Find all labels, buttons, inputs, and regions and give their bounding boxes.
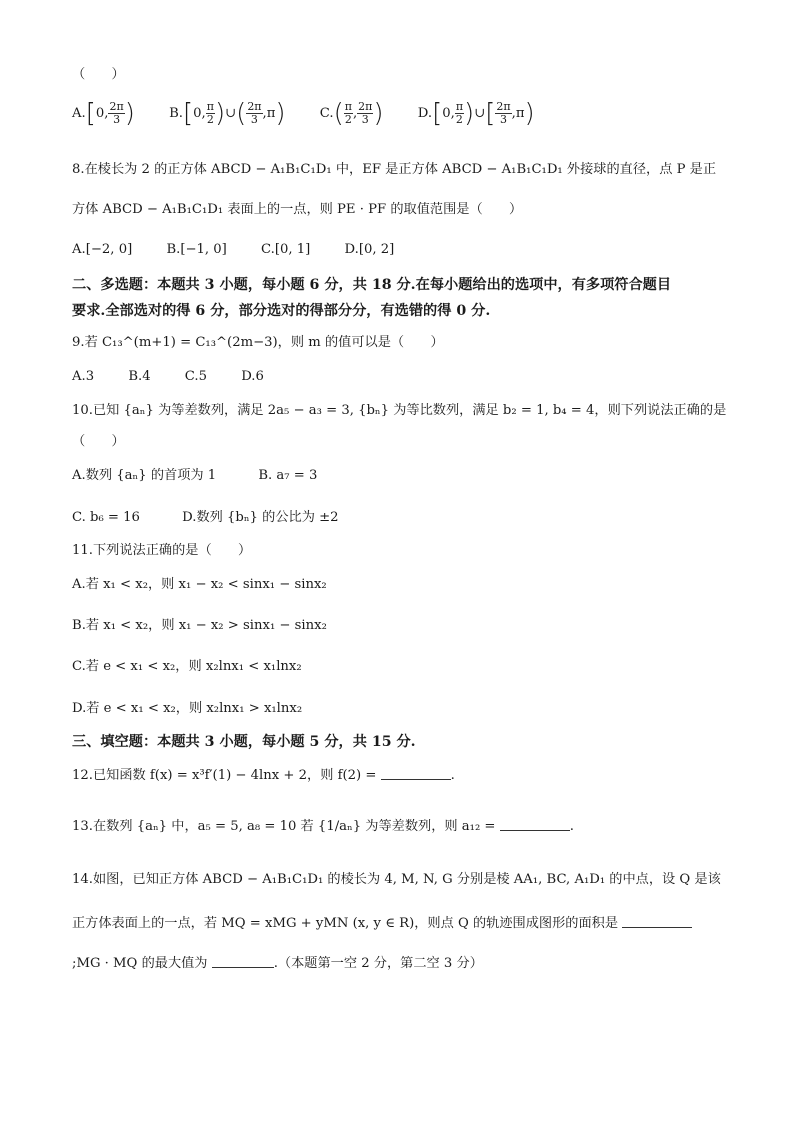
q10-option-c: C. b₆ = 16	[72, 510, 140, 525]
q8-option-d: D.[0, 2]	[344, 242, 395, 257]
q7-paren: （ ）	[72, 67, 125, 82]
q14-line2: 正方体表面上的一点，若 MQ = xMG + yMN (x, y ∈ R)，则点 Q 的轨迹围成图形的面积是	[72, 916, 619, 931]
q14-line3-row	[72, 957, 483, 970]
q13-answer-blank[interactable]	[500, 820, 570, 831]
q14-line1: 14.如图，已知正方体 ABCD − A₁B₁C₁D₁ 的棱长为 4, M, N, G 分别是棱 AA₁, BC, A₁D₁ 的中点，设 Q 是该	[72, 872, 721, 887]
q10-option-d: D.数列 {bₙ} 的公比为 ±2	[182, 510, 339, 525]
q11-stem: 11.下列说法正确的是（ ）	[72, 543, 252, 558]
section3-title: 三、填空题：本题共 3 小题，每小题 5 分，共 15 分.	[72, 734, 416, 750]
q14-line2-row	[72, 917, 692, 930]
q12-answer-blank[interactable]	[381, 769, 451, 780]
q9-option-d: D.6	[241, 369, 264, 384]
q9-option-c: C.5	[184, 369, 207, 384]
q14-line3: ;MG · MQ 的最大值为	[72, 956, 208, 971]
q9-option-a: A.3	[72, 369, 95, 384]
q9-stem: 9.若 C₁₃^(m+1) = C₁₃^(2m−3)，则 m 的值可以是（ ）	[72, 335, 444, 350]
q13-stem: 13.在数列 {aₙ} 中，a₅ = 5, a₈ = 10 若 {1/aₙ} 为等差数列，则 a₁₂ =	[72, 819, 496, 834]
q10-line1: 10.已知 {aₙ} 为等差数列，满足 2a₅ − a₃ = 3, {bₙ} 为等比数列，满足 b₂ = 1, b₄ = 4，则下列说法正确的是	[72, 403, 727, 418]
q14-note: .（本题第一空 2 分，第二空 3 分）	[273, 956, 483, 971]
q10-option-a: A.数列 {aₙ} 的首项为 1	[72, 468, 217, 483]
section2-title-line1: 二、多选题：本题共 3 小题，每小题 6 分，共 18 分.在每小题给出的选项中，有多项符合题目	[72, 277, 672, 293]
q12-line	[72, 769, 455, 782]
q9-options	[72, 370, 294, 383]
q13-line	[72, 820, 574, 833]
q8-options	[72, 243, 424, 256]
q8-line2: 方体 ABCD − A₁B₁C₁D₁ 表面上的一点，则 PE · PF 的取值范围是（ ）	[72, 202, 523, 217]
q8-option-c: C.[0, 1]	[261, 242, 311, 257]
q12-tail: .	[450, 768, 455, 783]
q14-answer-blank-1[interactable]	[622, 917, 692, 928]
q7-option-c: C.( $\frac{\pi}{2}$ , $\frac{2\pi}{3}$ )	[319, 98, 384, 128]
q11-option-c: C.若 e < x₁ < x₂，则 x₂lnx₁ < x₁lnx₂	[72, 659, 302, 674]
q12-stem: 12.已知函数 f(x) = x³f′(1) − 4lnx + 2，则 f(2) =	[72, 768, 377, 783]
q7-options	[72, 100, 565, 126]
q7-option-a: A.[0, $\frac{2\pi}{3}$ )	[72, 98, 135, 128]
q7-option-b: B.[0, $\frac{\pi}{2}$ )∪( $\frac{2\pi}{3}$ ,π)	[169, 98, 286, 128]
q11-option-d: D.若 e < x₁ < x₂，则 x₂lnx₁ > x₁lnx₂	[72, 701, 303, 716]
q14-answer-blank-2[interactable]	[212, 957, 274, 968]
section2-title-line2: 要求.全部选对的得 6 分，部分选对的得部分分，有选错的得 0 分.	[72, 303, 491, 319]
q8-line1: 8.在棱长为 2 的正方体 ABCD − A₁B₁C₁D₁ 中，EF 是正方体 ABCD − A₁B₁C₁D₁ 外接球的直径，点 P 是正	[72, 162, 717, 177]
q8-option-b: B.[−1, 0]	[166, 242, 227, 257]
q7-option-d: D.[0, $\frac{\pi}{2}$ )∪[ $\frac{2\pi}{3}$ ,π)	[417, 98, 535, 128]
q8-option-a: A.[−2, 0]	[72, 242, 133, 257]
q13-tail: .	[569, 819, 574, 834]
q9-option-b: B.4	[128, 369, 151, 384]
q10-options-ab	[72, 469, 347, 482]
q10-options-cd	[72, 511, 369, 524]
q10-paren: （ ）	[72, 434, 125, 449]
q10-option-b: B. a₇ = 3	[258, 468, 318, 483]
q11-option-a: A.若 x₁ < x₂，则 x₁ − x₂ < sinx₁ − sinx₂	[72, 577, 327, 592]
q11-option-b: B.若 x₁ < x₂，则 x₁ − x₂ > sinx₁ − sinx₂	[72, 618, 327, 633]
